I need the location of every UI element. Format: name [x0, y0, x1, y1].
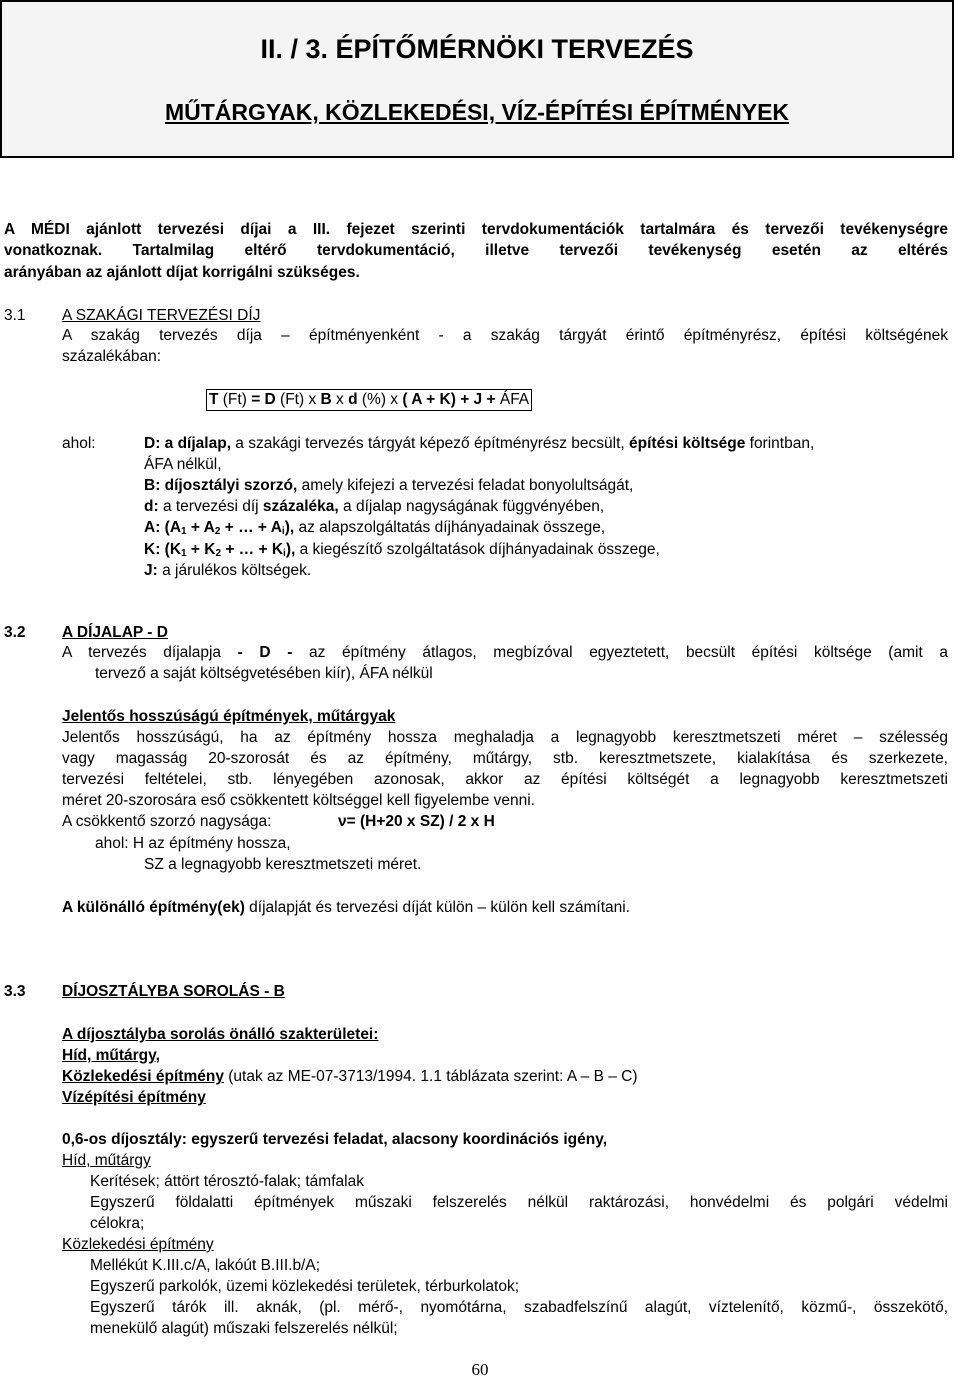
title-box: [0, 0, 954, 158]
class-0-6-heading: 0,6-os díjosztály: egyszerű tervezési feladat, alacsony koordinációs igény,: [62, 1131, 607, 1148]
field-bridge: Híd, műtárgy,: [62, 1047, 160, 1064]
long-structures-line-4: méret 20-szorosára eső csökkentett költséggel kell figyelembe venni.: [62, 792, 535, 809]
fields-heading: A díjosztályba sorolás önálló szakterületei:: [62, 1026, 379, 1043]
section-3-2-title: A DÍJALAP - D: [62, 624, 168, 641]
class-0-6-item-4: Egyszerű parkolók, üzemi közlekedési területek, térburkolatok;: [90, 1278, 520, 1295]
section-3-1-number: 3.1: [4, 307, 26, 324]
section-3-2-text-1: A tervezés díjalapja - D - az építmény átlagos, megbízóval egyeztetett, becsült építési költsége (amit a: [62, 644, 948, 661]
definition-small-d: d: a tervezési díj százaléka, a díjalap nagyságának függvényében,: [144, 498, 605, 515]
reduction-where-sz: SZ a legnagyobb keresztmetszeti méret.: [144, 856, 422, 873]
intro-line-2: vonatkoznak. Tartalmilag eltérő tervdokumentáció, illetve tervezői tevékenység esetén az eltérés: [4, 242, 948, 259]
class-0-6-item-3: Mellékút K.III.c/A, lakóút B.III.b/A;: [90, 1257, 321, 1274]
class-0-6-item-1: Kerítések; áttört térosztó-falak; támfalak: [90, 1173, 364, 1190]
section-3-1-title: A SZAKÁGI TERVEZÉSI DÍJ: [62, 307, 261, 324]
class-0-6-item-2-cont: célokra;: [90, 1215, 145, 1232]
separate-structures-note: A különálló építmény(ek) díjalapját és tervezési díját külön – külön kell számítani.: [62, 899, 630, 916]
class-0-6-bridge-subheading: Híd, műtárgy: [62, 1152, 151, 1169]
page-title: II. / 3. ÉPÍTŐMÉRNÖKI TERVEZÉS: [260, 34, 694, 64]
definition-d: D: a díjalap, a szakági tervezés tárgyát képező építményrész becsült, építési költsége forintban,: [144, 435, 815, 452]
intro-line-1: A MÉDI ajánlott tervezési díjai a III. fejezet szerinti tervdokumentációk tartalmára és tervezői tevékenységre: [4, 221, 948, 238]
section-3-2-number: 3.2: [4, 624, 26, 641]
section-3-3-title: DÍJOSZTÁLYBA SOROLÁS - B: [62, 983, 285, 1000]
definition-j: J: a járulékos költségek.: [144, 562, 312, 579]
definition-b: B: díjosztályi szorzó, amely kifejezi a tervezési feladat bonyolultságát,: [144, 477, 634, 494]
intro-line-3: arányában az ajánlott díjat korrigálni szükséges.: [4, 264, 360, 281]
section-3-1-text-2: százalékában:: [62, 348, 162, 365]
definition-d-cont: ÁFA nélkül,: [144, 456, 222, 473]
class-0-6-item-5: Egyszerű tárók ill. aknák, (pl. mérő-, nyomótárna, szabadfelszínű alagút, víztelenítő, közmű-, összekötő,: [90, 1299, 948, 1316]
definition-a: A: ($A_1 + A_2$ + … + $A_i$), az alapszolgáltatás díjhányadainak összege,: [144, 519, 606, 537]
long-structures-heading: Jelentős hosszúságú építmények, műtárgyak: [62, 708, 396, 725]
fee-formula: T (Ft) = D (Ft) x B x d (%) x ( A + K) + J + ÁFA: [206, 389, 532, 411]
ahol-label: ahol:: [62, 435, 96, 452]
reduction-factor-label: A csökkentő szorzó nagysága:: [62, 813, 272, 830]
field-water: Vízépítési építmény: [62, 1089, 206, 1106]
section-3-1-text-1: A szakág tervezés díja – építményenként - a szakág tárgyát érintő építményrész, építési költségének: [62, 327, 948, 344]
long-structures-line-3: tervezési feltételei, stb. lényegében azonosak, akkor az építési költségét a legnagyobb keresztmetszeti: [62, 771, 948, 788]
page-subtitle: MŰTÁRGYAK, KÖZLEKEDÉSI, VÍZ-ÉPÍTÉSI ÉPÍTMÉNYEK: [164, 99, 790, 125]
field-transport: Közlekedési építmény (utak az ME-07-3713/1994. 1.1 táblázata szerint: A – B – C): [62, 1068, 638, 1085]
long-structures-line-1: Jelentős hosszúságú, ha az építmény hossza meghaladja a legnagyobb keresztmetszeti méret – szélesség: [62, 729, 948, 746]
class-0-6-transport-subheading: Közlekedési építmény: [62, 1236, 214, 1253]
section-3-2-text-2: tervező a saját költségvetésében kiír), ÁFA nélkül: [95, 665, 433, 682]
definition-k: K: ($K_1 + K_2$ + … + $K_i$), a kiegészítő szolgáltatások díjhányadainak összege,: [144, 541, 660, 559]
section-3-3-number: 3.3: [4, 983, 26, 1000]
reduction-where-h: ahol: H az építmény hossza,: [95, 835, 291, 852]
reduction-factor-formula: ν= (H+20 x SZ) / 2 x H: [338, 813, 495, 830]
class-0-6-item-2: Egyszerű földalatti építmények műszaki felszerelés nélkül raktározási, honvédelmi és polgári védelmi: [90, 1194, 948, 1211]
class-0-6-item-5-cont: menekülő alagút) műszaki felszerelés nélkül;: [90, 1320, 398, 1337]
page-number: 60: [471, 1360, 489, 1379]
long-structures-line-2: vagy magasság 20-szorosát és az építmény, műtárgy, stb. keresztmetszete, kialakítása és szerkezete,: [62, 750, 948, 767]
